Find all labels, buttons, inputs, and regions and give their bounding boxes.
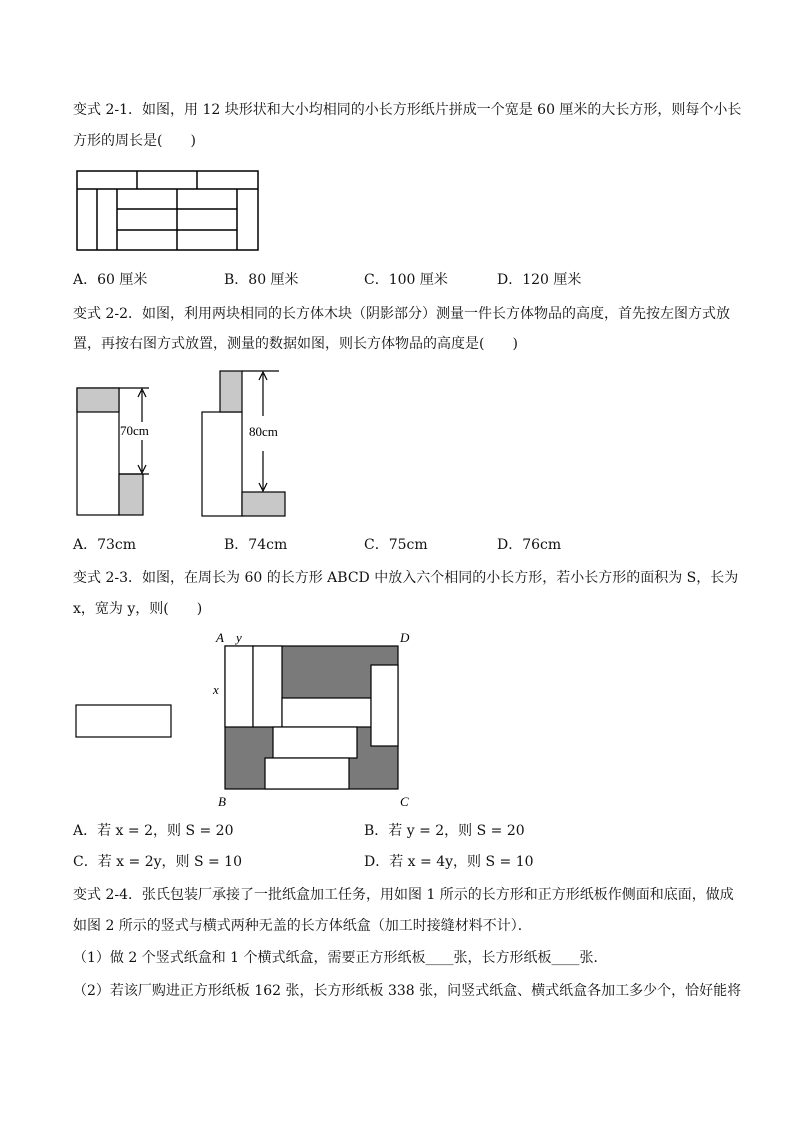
q3-text-line1: 变式 2-3．如图，在周长为 60 的长方形 ABCD 中放入六个相同的小长方形，若小长方形的面积为 S，长为 bbox=[73, 570, 739, 586]
q2-option-c: C．75cm bbox=[364, 537, 428, 553]
q4-text-line2: 如图 2 所示的竖式与横式两种无盖的长方体纸盒（加工时接缝材料不计）． bbox=[73, 918, 532, 934]
q3-label-y: y bbox=[236, 630, 242, 645]
q2-text-line2: 置，再按右图方式放置，测量的数据如图，则长方体物品的高度是( ) bbox=[73, 336, 518, 352]
q3-label-c: C bbox=[400, 794, 409, 809]
q3-option-c: C．若 x = 2y，则 S = 10 bbox=[73, 854, 242, 870]
q2-right-label: 80cm bbox=[249, 424, 278, 439]
q3-option-b: B．若 y = 2，则 S = 20 bbox=[364, 823, 525, 839]
q1-text-line2: 方形的周长是( ) bbox=[73, 133, 196, 149]
q4-text-line4: （2）若该厂购进正方形纸板 162 张，长方形纸板 338 张，问竖式纸盒、横式纸盒各加工多少个，恰好能将 bbox=[73, 983, 742, 999]
q3-option-a: A．若 x = 2，则 S = 20 bbox=[73, 823, 234, 839]
q3-label-a: A bbox=[216, 630, 224, 645]
q1-figure bbox=[76, 170, 260, 252]
q3-small-rectangle bbox=[75, 704, 173, 739]
q3-label-x: x bbox=[213, 682, 219, 697]
q2-left-label: 70cm bbox=[120, 423, 149, 438]
q4-text-line3: （1）做 2 个竖式纸盒和 1 个横式纸盒，需要正方形纸板____张，长方形纸板____张． bbox=[73, 950, 608, 966]
q2-text-line1: 变式 2-2．如图，利用两块相同的长方体木块（阴影部分）测量一件长方体物品的高度，首先按左图方式放 bbox=[73, 306, 730, 322]
q1-option-c: C．100 厘米 bbox=[364, 272, 448, 288]
q2-left-figure bbox=[74, 385, 160, 519]
q2-option-d: D．76cm bbox=[497, 537, 562, 553]
q1-option-b: B．80 厘米 bbox=[224, 272, 299, 288]
q2-option-a: A．73cm bbox=[73, 537, 137, 553]
q3-abcd-figure bbox=[210, 628, 420, 812]
q1-option-a: A．60 厘米 bbox=[73, 272, 148, 288]
q1-text-line1: 变式 2-1．如图，用 12 块形状和大小均相同的小长方形纸片拼成一个宽是 60 厘米的大长方形，则每个小长 bbox=[73, 102, 742, 118]
q3-option-d: D．若 x = 4y，则 S = 10 bbox=[364, 854, 534, 870]
q3-label-b: B bbox=[218, 794, 226, 809]
q1-option-d: D．120 厘米 bbox=[497, 272, 582, 288]
q3-label-d: D bbox=[400, 630, 410, 645]
q2-right-figure bbox=[199, 368, 291, 520]
q3-text-line2: x，宽为 y，则( ) bbox=[73, 601, 203, 617]
q4-text-line1: 变式 2-4．张氏包装厂承接了一批纸盒加工任务，用如图 1 所示的长方形和正方形纸板作侧面和底面，做成 bbox=[73, 887, 734, 903]
q2-option-b: B．74cm bbox=[224, 537, 288, 553]
